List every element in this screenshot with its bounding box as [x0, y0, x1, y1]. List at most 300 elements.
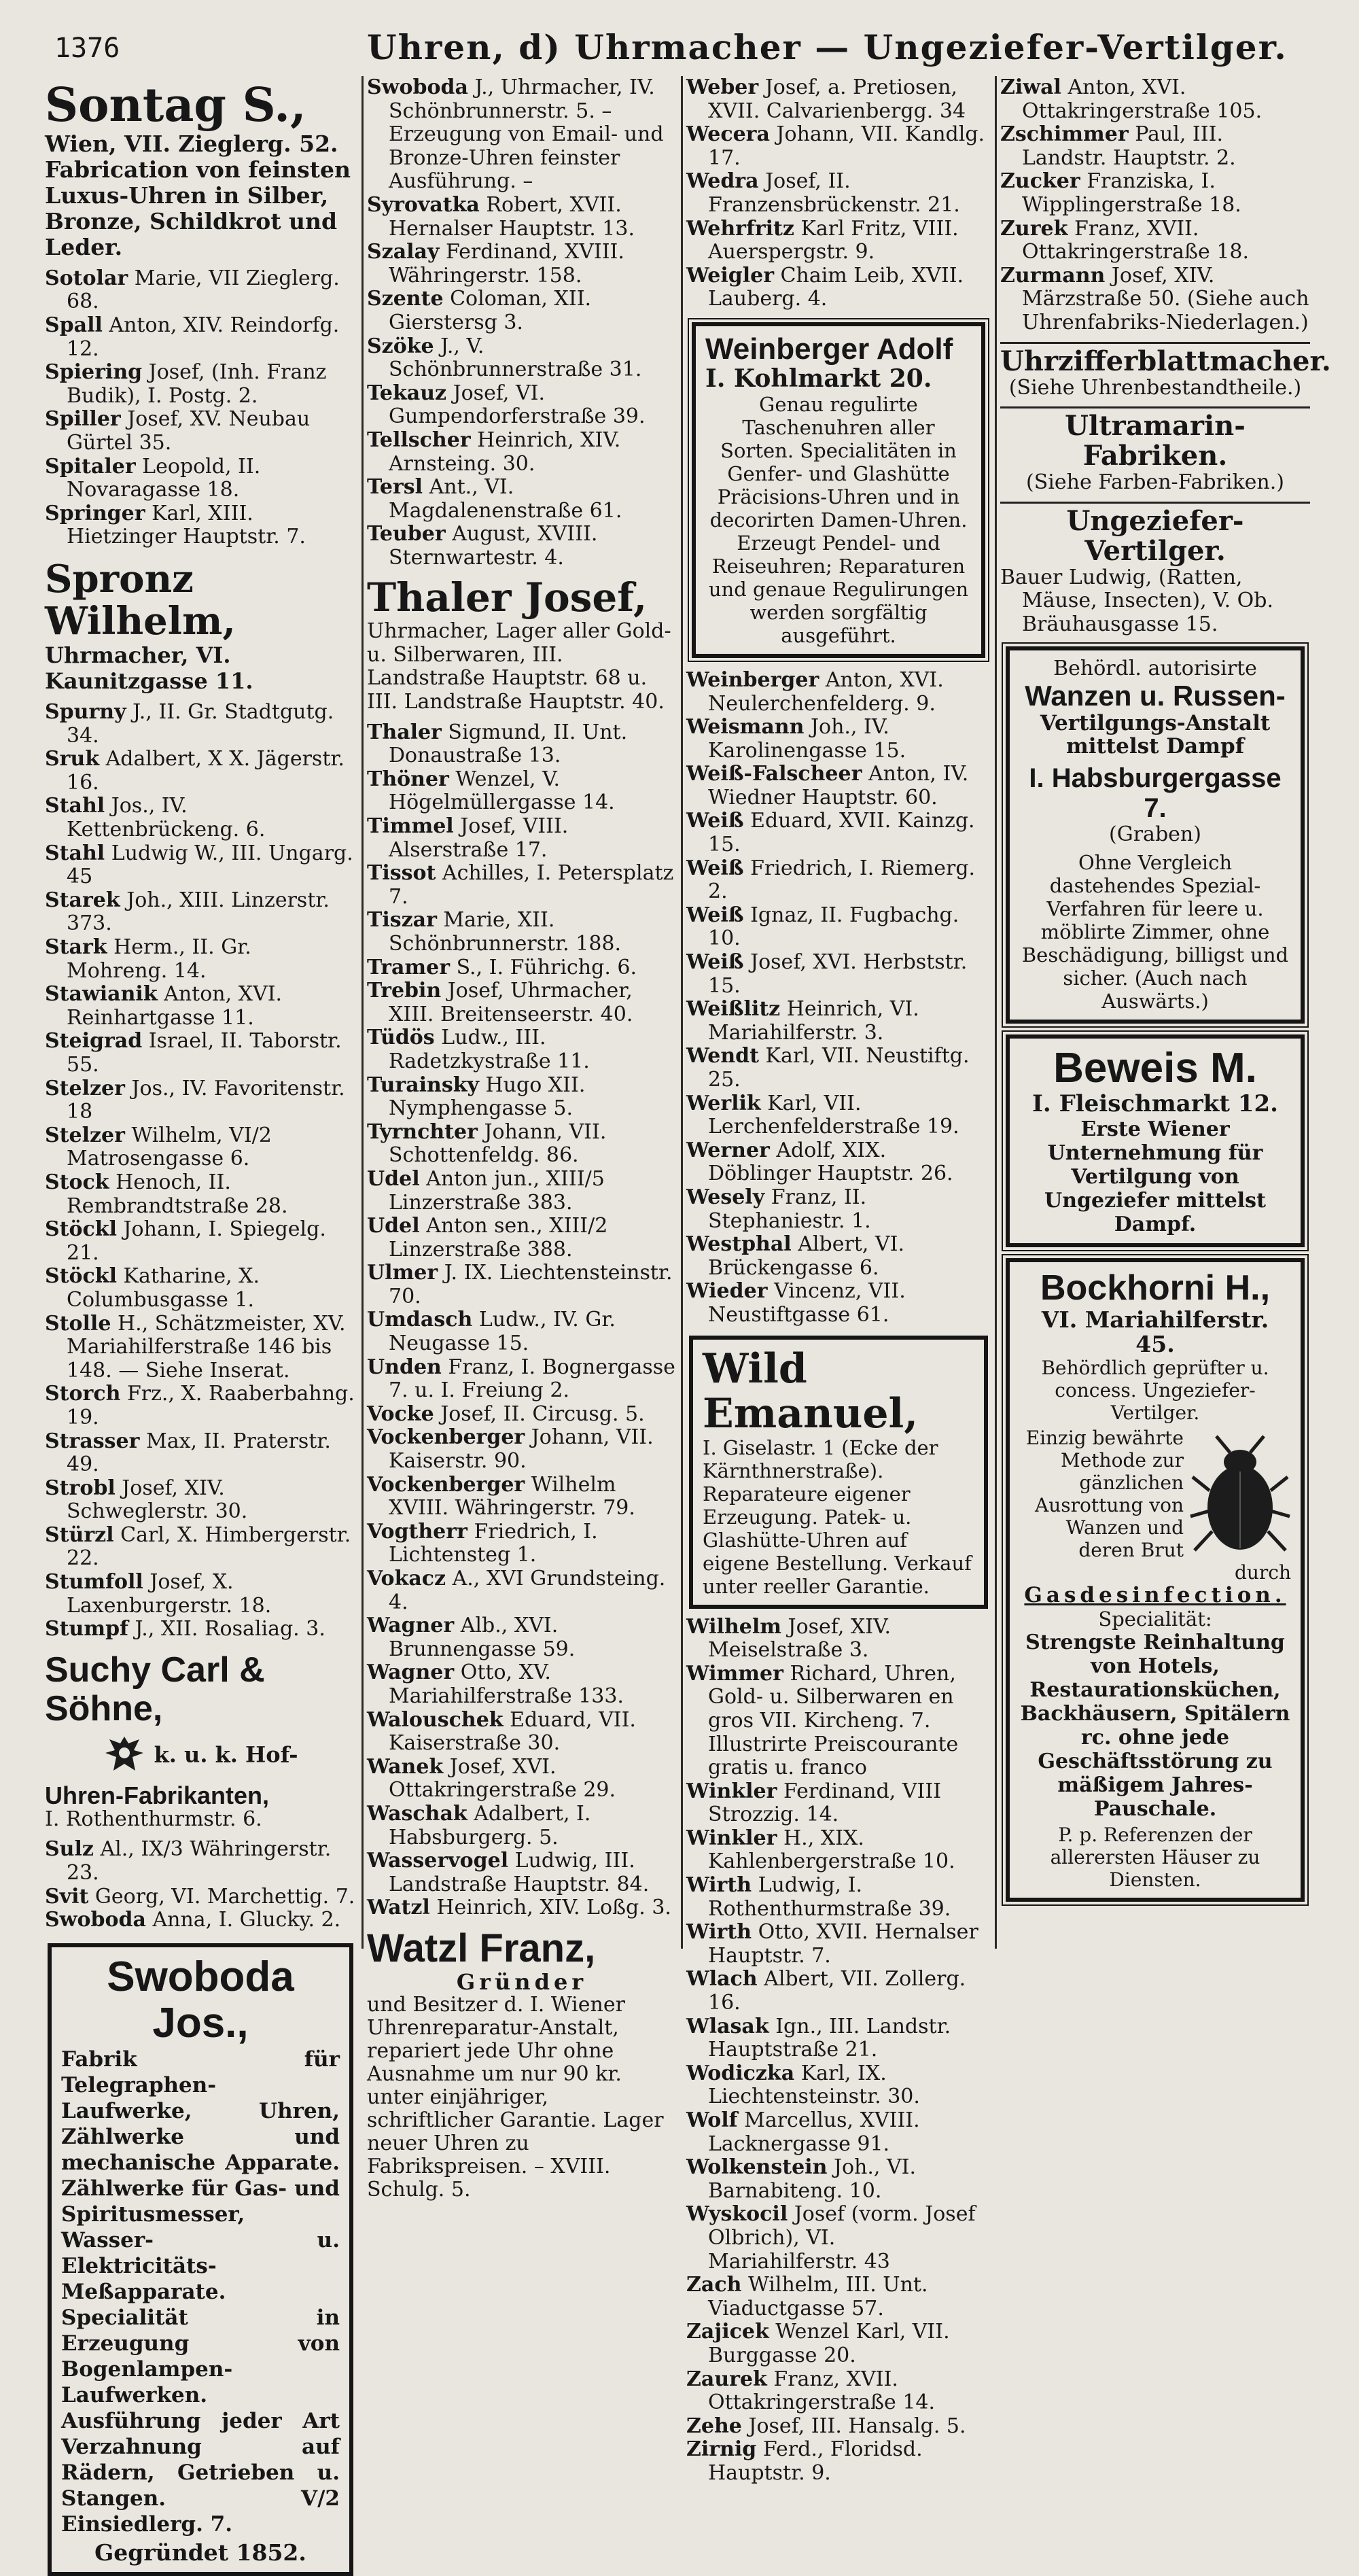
entry-name: Stock — [45, 1170, 109, 1194]
entry-text: Frz., X. Raaberbahng. 19. — [67, 1382, 355, 1429]
entry-name: Unden — [367, 1355, 442, 1379]
list-item — [45, 1885, 356, 1909]
list-item — [1000, 76, 1310, 123]
entry-list — [367, 76, 677, 570]
ad-subtitle: Vertilgungs-Anstalt mittelst Dampf — [1040, 711, 1271, 759]
list-item — [45, 1265, 356, 1312]
entry-text: Ludwig, I. Rothenthurmstraße 39. — [708, 1873, 951, 1921]
entry-text: Wilhelm, III. Unt. Viaductgasse 57. — [708, 2273, 928, 2320]
section-note: (Siehe Farben-Fabriken.) — [1026, 470, 1284, 495]
entry-text: J., V. Schönbrunnerstraße 31. — [389, 334, 642, 382]
section-divider — [1000, 406, 1310, 408]
entry-text: Wilhelm XVIII. Währingerstr. 79. — [389, 1472, 635, 1520]
entry-text: Anton, XVI. Reinhartgasse 11. — [67, 982, 283, 1030]
entry-name: Zirnig — [686, 2437, 757, 2462]
entry-name: Wodiczka — [686, 2061, 795, 2085]
entry-name: Werlik — [686, 1091, 761, 1115]
list-item: Bauer Ludwig, (Ratten, Mäuse, Insecten), V. Ob. Bräuhausgasse 15. — [1000, 565, 1274, 636]
entry-text: Ferdinand, XVIII. Währingerstr. 158. — [389, 240, 624, 288]
section-note: (Siehe Uhrenbestandtheile.) — [1008, 375, 1302, 400]
entry-name: Strobl — [45, 1476, 116, 1500]
list-item — [686, 669, 991, 716]
list-item — [367, 1896, 677, 1920]
entry-text: Ign., III. Landstr. Hauptstraße 21. — [708, 2014, 951, 2062]
ad-text: Ohne Vergleich dastehendes Spezial-Verfahren für leere u. möblirte Zimmer, ohne Beschädigung, billigst und sicher. (Auch nach Auswärts.) — [1021, 851, 1289, 1013]
entry-name: Teuber — [367, 522, 446, 546]
entry-text: Josef, III. Hansalg. 5. — [748, 2414, 966, 2438]
entry-text: S., I. Führichg. 6. — [456, 955, 637, 979]
list-item — [45, 1838, 356, 1885]
list-item — [686, 2368, 991, 2415]
entry-text: Israel, II. Taborstr. 55. — [67, 1029, 342, 1077]
entry-text: H., XIX. Kahlenbergerstraße 10. — [708, 1826, 955, 1874]
entry-text: Adalbert, X X. Jägerstr. 16. — [67, 747, 345, 795]
entry-name: Werner — [686, 1138, 770, 1162]
list-item — [45, 983, 356, 1030]
entry-text: Karl Fritz, VIII. Auerspergstr. 9. — [708, 216, 959, 264]
entry-name: Wagner — [367, 1660, 455, 1685]
list-item — [686, 998, 991, 1045]
list-item — [367, 1661, 677, 1708]
entry-name: Syrovatka — [367, 192, 480, 217]
list-item — [367, 1426, 677, 1473]
entry-name: Weiß — [686, 950, 744, 975]
entry-name: Stark — [45, 935, 107, 960]
page-number: 1376 — [54, 33, 120, 64]
list-item — [45, 795, 356, 841]
section-divider — [1000, 502, 1310, 504]
list-item — [686, 2274, 991, 2320]
list-item — [367, 1074, 677, 1121]
entry-text: Josef, II. Circusg. 5. — [440, 1402, 645, 1426]
entry-name: Tersl — [367, 475, 423, 500]
section-title: Ultramarin-Fabriken. — [1065, 410, 1246, 472]
entry-name: Wendt — [686, 1044, 759, 1068]
ad-line: Uhren-Fabrikanten, — [45, 1781, 270, 1810]
advertiser-name: Wild Emanuel, — [703, 1344, 919, 1438]
entry-text: Anton, XVI. Neulerchenfelderg. 9. — [708, 667, 944, 716]
entry-text: Joh., XIII. Linzerstr. 373. — [67, 888, 330, 936]
entry-text: Anton jun., XIII/5 Linzerstraße 383. — [389, 1166, 605, 1215]
entry-name: Zajicek — [686, 2320, 769, 2344]
ad-text-block — [1019, 1427, 1291, 1584]
advertiser-name: Spronz Wilhelm, — [45, 556, 236, 644]
list-item — [686, 2156, 991, 2203]
entry-text: Eduard, XVII. Kainzg. 15. — [708, 809, 975, 857]
entry-name: Umdasch — [367, 1308, 473, 1332]
ad-spec-text: Strengste Reinhaltung von Hotels, Restaurationsküchen, Backhäusern, Spitälern rc. ohne jede Geschäftsstörung zu mäßigem Jahres-Pauschale. — [1020, 1631, 1290, 1822]
list-item — [367, 1849, 677, 1896]
advertiser-name: Beweis M. — [1053, 1045, 1257, 1092]
list-item — [367, 1168, 677, 1215]
entry-name: Wlasak — [686, 2014, 769, 2038]
list-item — [686, 1092, 991, 1139]
entry-text: Anton, XVI. Ottakringerstraße 105. — [1022, 75, 1263, 123]
entry-text: Ignaz, II. Fugbachg. 10. — [708, 903, 959, 951]
entry-name: Tekauz — [367, 381, 447, 405]
list-item — [367, 1520, 677, 1567]
entry-name: Wlach — [686, 1967, 758, 1991]
entry-name: Udel — [367, 1166, 420, 1191]
entry-name: Spall — [45, 313, 103, 337]
advertiser-name: Wanzen u. Russen- — [1025, 680, 1286, 712]
entry-text: Albert, VII. Zollerg. 16. — [708, 1967, 966, 2015]
ad-top-line: Behördl. autorisirte — [1053, 656, 1257, 680]
advertiser-name: Watzl Franz, — [367, 1926, 596, 1970]
entry-name: Thaler — [367, 720, 442, 744]
ad-spec-label: Specialität: — [1098, 1607, 1212, 1631]
entry-name: Thöner — [367, 767, 449, 791]
suchy-ad — [45, 1651, 356, 1832]
list-item — [45, 889, 356, 936]
running-title: Uhren, d) Uhrmacher — Ungeziefer-Vertilger. — [367, 27, 1288, 67]
entry-text: J., XII. Rosaliag. 3. — [135, 1617, 325, 1641]
list-item — [45, 1909, 356, 1932]
list-item — [686, 1780, 991, 1827]
list-item — [367, 721, 677, 768]
beweis-ad — [1006, 1034, 1305, 1247]
entry-name: Tyrnchter — [367, 1119, 478, 1144]
ad-address: VI. Mariahilferstr. 45. — [1041, 1306, 1269, 1358]
entry-name: Stelzer — [45, 1076, 125, 1100]
entry-text: Chaim Leib, XVII. Lauberg. 4. — [708, 263, 964, 311]
list-item — [686, 1874, 991, 1921]
entry-name: Weigler — [686, 263, 774, 288]
entry-name: Winkler — [686, 1779, 777, 1803]
entry-text: Georg, VI. Marchettig. 7. — [94, 1884, 355, 1909]
ad-text: Uhrmacher, Lager aller Gold- u. Silberwaren, III. Landstraße Hauptstr. 68 u. III. Landstraße Hauptstr. 40. — [367, 619, 671, 714]
entry-name: Stumfoll — [45, 1570, 143, 1595]
entry-text: Otto, XV. Mariahilferstraße 133. — [389, 1660, 624, 1708]
list-item — [686, 2438, 991, 2485]
entry-name: Vockenberger — [367, 1425, 525, 1450]
entry-list — [45, 701, 356, 1641]
entry-text: Adalbert, I. Habsburgerg. 5. — [389, 1801, 591, 1849]
list-item — [367, 1474, 677, 1520]
list-item — [686, 857, 991, 904]
list-item — [45, 1524, 356, 1571]
entry-text: Johann, VII. Kaiserstr. 90. — [389, 1425, 654, 1474]
entry-list — [367, 721, 677, 1920]
list-item — [367, 979, 677, 1026]
entry-text: Hugo XII. Nymphengasse 5. — [389, 1073, 586, 1121]
list-item — [367, 1403, 677, 1427]
ad-text: Genau regulirte Taschenuhren aller Sorten. Specialitäten in Genfer- und Glashütte Präcisions-Uhren und in decorirten Damen-Uhren. Erzeugt Pendel- und Reiseuhren; Reparaturen und genaue Regulirungen werden sorgfältig ausgeführt. — [708, 392, 969, 647]
entry-name: Watzl — [367, 1896, 430, 1920]
entry-name: Wyskocil — [686, 2202, 788, 2227]
entry-name: Sulz — [45, 1837, 94, 1862]
list-item — [367, 1026, 677, 1073]
list-item — [367, 382, 677, 429]
list-item — [367, 1709, 677, 1756]
list-item — [367, 335, 677, 382]
list-item — [686, 1233, 991, 1280]
entry-text: Herm., II. Gr. Mohreng. 14. — [67, 935, 251, 983]
entry-name: Weißlitz — [686, 997, 781, 1022]
list-item — [45, 502, 356, 549]
entry-text: Marcellus, XVIII. Lacknergasse 91. — [708, 2108, 920, 2156]
entry-name: Stelzer — [45, 1123, 125, 1147]
column-rule — [361, 76, 364, 1949]
list-item — [686, 2109, 991, 2156]
entry-name: Wagner — [367, 1614, 455, 1638]
entry-text: Max, II. Praterstr. 49. — [67, 1429, 331, 1477]
entry-text: Albert, VI. Brückengasse 6. — [708, 1232, 904, 1280]
list-item — [45, 1382, 356, 1429]
entry-text: Wilhelm, VI/2 Matrosengasse 6. — [67, 1123, 272, 1171]
list-item — [686, 904, 991, 951]
entry-name: Weiß-Falscheer — [686, 762, 862, 786]
ad-text: I. Giselastr. 1 (Ecke der Kärnthnerstraße). Reparateure eigener Erzeugung. Patek- u. Glashütte-Uhren auf eigene Bestellung. Verkauf unter reeller Garantie. — [703, 1435, 972, 1598]
list-item — [367, 815, 677, 862]
list-item — [367, 1261, 677, 1308]
column-4 — [1000, 75, 1331, 1952]
entry-text: Josef, Uhrmacher, XIII. Breitenseerstr. 40. — [389, 979, 633, 1026]
entry-text: Ferdinand, VIII Strozzig. 14. — [708, 1779, 942, 1827]
section-divider — [1000, 342, 1310, 344]
list-item — [45, 1430, 356, 1477]
entry-text: Josef, X. Laxenburgerstr. 18. — [67, 1570, 272, 1618]
list-item — [367, 1756, 677, 1803]
entry-name: Steigrad — [45, 1029, 143, 1054]
entry-text: Josef, a. Pretiosen, XVII. Calvarienbergg. 34 — [708, 75, 966, 123]
entry-name: Vockenberger — [367, 1472, 525, 1497]
entry-text: August, XVIII. Sternwartestr. 4. — [389, 522, 598, 570]
entry-list — [686, 669, 991, 1327]
list-item — [686, 76, 991, 123]
entry-name: Tellscher — [367, 428, 471, 452]
list-item — [1000, 217, 1310, 264]
column-rule — [995, 76, 997, 1949]
entry-text: Johann, VII. Kandlg. 17. — [708, 122, 985, 170]
entry-text: Achilles, I. Petersplatz 7. — [389, 861, 674, 909]
list-item — [1000, 123, 1310, 170]
entry-text: Anton sen., XIII/2 Linzerstraße 388. — [389, 1214, 608, 1261]
entry-name: Wolkenstein — [686, 2155, 828, 2180]
entry-name: Zurmann — [1000, 263, 1106, 288]
entry-name: Stöckl — [45, 1217, 117, 1242]
entry-text: Wenzel Karl, VII. Burggasse 20. — [708, 2320, 950, 2367]
list-item — [45, 1171, 356, 1218]
list-item — [367, 1614, 677, 1661]
ad-footer: P. p. Referenzen der allerersten Häuser zu Diensten. — [1050, 1824, 1260, 1892]
entry-text: Josef, XVI. Herbststr. 15. — [708, 950, 968, 998]
entry-name: Waschak — [367, 1801, 467, 1826]
list-item — [45, 361, 356, 408]
entry-name: Storch — [45, 1382, 121, 1406]
entry-text: Alb., XVI. Brunnengasse 59. — [389, 1614, 576, 1661]
thaler-ad — [367, 576, 677, 714]
swoboda-ad — [48, 1943, 353, 2576]
entry-name: Vogtherr — [367, 1519, 467, 1544]
list-item — [367, 194, 677, 241]
entry-name: Swoboda — [45, 1908, 146, 1932]
entry-name: Weiß — [686, 856, 744, 880]
entry-name: Zehe — [686, 2414, 742, 2438]
ad-text: Erste Wiener Unternehmung für Vertilgung von Ungeziefer mittelst Dampf. — [1044, 1117, 1266, 1236]
entry-name: Spurny — [45, 700, 126, 725]
list-item — [686, 170, 991, 217]
entry-name: Stöckl — [45, 1264, 117, 1289]
entry-name: Spiller — [45, 407, 121, 432]
hof-line — [45, 1733, 356, 1780]
entry-name: Svit — [45, 1884, 89, 1909]
entry-name: Stahl — [45, 794, 105, 818]
list-item — [45, 1571, 356, 1618]
entry-name: Wecera — [686, 122, 770, 147]
list-item — [45, 1477, 356, 1524]
list-item — [367, 1308, 677, 1355]
entry-name: Stumpf — [45, 1617, 128, 1641]
entry-text: Richard, Uhren, Gold- u. Silberwaren en gros VII. Kircheng. 7. Illustrirte Preiscourante gratis u. franco — [708, 1661, 959, 1780]
entry-name: Weber — [686, 75, 759, 99]
entry-name: Tramer — [367, 955, 451, 979]
entry-name: Tissot — [367, 861, 436, 886]
entry-text: Carl, X. Himbergerstr. 22. — [67, 1522, 351, 1571]
entry-text: Josef, (Inh. Franz Budik), I. Postg. 2. — [67, 360, 327, 408]
hof-text: k. u. k. Hof- — [154, 1741, 298, 1768]
entry-name: Vokacz — [367, 1567, 446, 1591]
entry-text: Vincenz, VII. Neustiftgasse 61. — [708, 1279, 906, 1327]
list-item — [686, 1186, 991, 1233]
entry-text: Heinrich, VI. Mariahilferstr. 3. — [708, 997, 919, 1045]
list-item — [45, 842, 356, 889]
entry-name: Spitaler — [45, 454, 136, 478]
entry-name: Trebin — [367, 979, 442, 1003]
list-item — [45, 1218, 356, 1265]
list-item — [686, 1616, 991, 1663]
entry-text: Ant., VI. Magdalenenstraße 61. — [389, 475, 622, 523]
entry-text: Anton, IV. Wiedner Hauptstr. 60. — [708, 762, 969, 810]
advertiser-name: Bockhorni H., — [1040, 1268, 1271, 1308]
section-title: Uhrzifferblattmacher. — [1000, 345, 1331, 377]
list-item — [686, 2415, 991, 2439]
ad-founded: Gegründet 1852. — [94, 2539, 306, 2566]
entry-text: J. IX. Liechtensteinstr. 70. — [389, 1261, 673, 1308]
list-item — [367, 76, 677, 194]
entry-name: Wasservogel — [367, 1849, 509, 1873]
entry-text: Leopold, II. Novaragasse 18. — [67, 454, 261, 502]
entry-name: Szente — [367, 287, 444, 311]
entry-text: Marie, XII. Schönbrunnerstr. 188. — [389, 908, 622, 956]
entry-name: Vocke — [367, 1402, 434, 1426]
list-item — [686, 2062, 991, 2109]
ad-text: Fabrik für Telegraphen-Laufwerke, Uhren, Zählwerke und mechanische Apparate. Zählwerke für Gas- und Spiritusmesser, Wasser- u. Elektricitäts-Meßapparate. Specialität in Erzeugung von Bogenlampen-Laufwerken. Ausführung jeder Art Verzahnung auf Rädern, Getrieben u. Stangen. V/2 Einsiedlerg. 7. — [61, 2047, 340, 2537]
double-eagle-icon — [103, 1733, 146, 1780]
list-item — [1000, 170, 1310, 217]
entry-text: Ludwig W., III. Ungarg. 45 — [67, 841, 353, 889]
wild-ad — [689, 1336, 988, 1609]
entry-name: Walouschek — [367, 1707, 504, 1732]
entry-text: Wenzel, V. Högelmüllergasse 14. — [389, 767, 615, 815]
advertiser-name: Weinberger Adolf — [705, 332, 953, 366]
list-item — [45, 267, 356, 314]
ad-text: Einzig bewährte Methode zur gänzlichen Ausrottung von Wanzen und deren Brut durch — [1025, 1427, 1291, 1584]
entry-name: Zaurek — [686, 2367, 767, 2391]
list-item — [686, 2203, 991, 2274]
entry-name: Wieder — [686, 1279, 768, 1304]
entry-name: Sruk — [45, 747, 100, 771]
list-item — [686, 1139, 991, 1186]
entry-list — [45, 1838, 356, 1932]
entry-name: Weiß — [686, 809, 744, 833]
list-item — [686, 2015, 991, 2062]
list-item — [45, 1618, 356, 1641]
entry-name: Stahl — [45, 841, 105, 865]
entry-name: Winkler — [686, 1826, 777, 1850]
entry-name: Wesely — [686, 1185, 765, 1209]
entry-name: Swoboda — [367, 75, 468, 99]
list-item — [367, 1803, 677, 1849]
entry-text: Katharine, X. Columbusgasse 1. — [67, 1264, 260, 1312]
entry-text: J., Uhrmacher, IV. Schönbrunnerstr. 5. – Erzeugung von Email- und Bronze-Uhren feinster Ausführung. – — [389, 75, 664, 194]
list-item — [45, 936, 356, 983]
column-2 — [367, 75, 677, 2202]
entry-name: Wimmer — [686, 1661, 783, 1686]
entry-text: Adolf, XIX. Döblinger Hauptstr. 26. — [708, 1138, 953, 1186]
entry-name: Tiszar — [367, 908, 437, 933]
advertiser-name: Thaler Josef, — [367, 574, 648, 621]
entry-list — [45, 267, 356, 549]
entry-name: Weismann — [686, 715, 805, 739]
list-item — [367, 288, 677, 334]
list-item — [45, 408, 356, 455]
entry-name: Spiering — [45, 360, 143, 385]
entry-text: Friedrich, I. Lichtensteg 1. — [389, 1519, 598, 1567]
entry-text: Sigmund, II. Unt. Donaustraße 13. — [389, 720, 628, 768]
entry-text: Franz, XVII. Ottakringerstraße 14. — [708, 2367, 936, 2415]
entry-text: Karl, IX. Liechtensteinstr. 30. — [708, 2061, 920, 2109]
beetle-icon — [1189, 1429, 1291, 1559]
entry-name: Wehrfritz — [686, 216, 794, 241]
entry-text: Ferd., Floridsd. Hauptstr. 9. — [708, 2437, 923, 2485]
list-item — [686, 810, 991, 856]
entry-name: Wolf — [686, 2108, 738, 2133]
entry-text: Franz, XVII. Ottakringerstraße 18. — [1022, 216, 1250, 264]
weinberger-ad — [692, 322, 985, 658]
list-item — [367, 862, 677, 909]
entry-name: Starek — [45, 888, 120, 912]
entry-text: Karl, VII. Lerchenfelderstraße 19. — [708, 1091, 959, 1139]
list-item — [686, 123, 991, 170]
list-item — [367, 956, 677, 980]
entry-name: Zschimmer — [1000, 122, 1129, 147]
list-item — [45, 748, 356, 795]
entry-text: Paul, III. Landstr. Hauptstr. 2. — [1022, 122, 1236, 170]
list-item — [686, 763, 991, 810]
list-item — [45, 314, 356, 361]
list-item — [367, 1356, 677, 1403]
entry-name: Wanek — [367, 1754, 444, 1779]
entry-name: Wedra — [686, 169, 759, 194]
entry-text: Ludw., III. Radetzkystraße 11. — [389, 1026, 590, 1073]
list-item — [367, 476, 677, 523]
entry-list — [686, 76, 991, 311]
entry-text: Jos., IV. Favoritenstr. 18 — [67, 1076, 345, 1124]
entry-name: Westphal — [686, 1232, 792, 1257]
entry-text: Josef, VI. Gumpendorferstraße 39. — [389, 381, 646, 429]
ad-text: und Besitzer d. I. Wiener Uhrenreparatur-Anstalt, repariert jede Uhr ohne Ausnahme um nur 90 kr. unter einjähriger, schriftlicher Garantie. Lager neuer Uhren zu Fabrikspreisen. – XVIII. Schulg. 5. — [367, 1993, 664, 2202]
entry-name: Tüdös — [367, 1026, 435, 1050]
list-item — [367, 429, 677, 476]
entry-text: Franz, I. Bognergasse 7. u. I. Freiung 2. — [389, 1355, 675, 1403]
entry-text: Josef, II. Franzensbrückenstr. 21. — [708, 169, 960, 217]
ad-address: I. Rothenthurmstr. 6. — [45, 1807, 262, 1831]
entry-name: Weinberger — [686, 667, 819, 692]
list-item — [686, 1968, 991, 2015]
entry-text: Jos., IV. Kettenbrückeng. 6. — [67, 794, 266, 842]
entry-name: Ulmer — [367, 1261, 438, 1285]
